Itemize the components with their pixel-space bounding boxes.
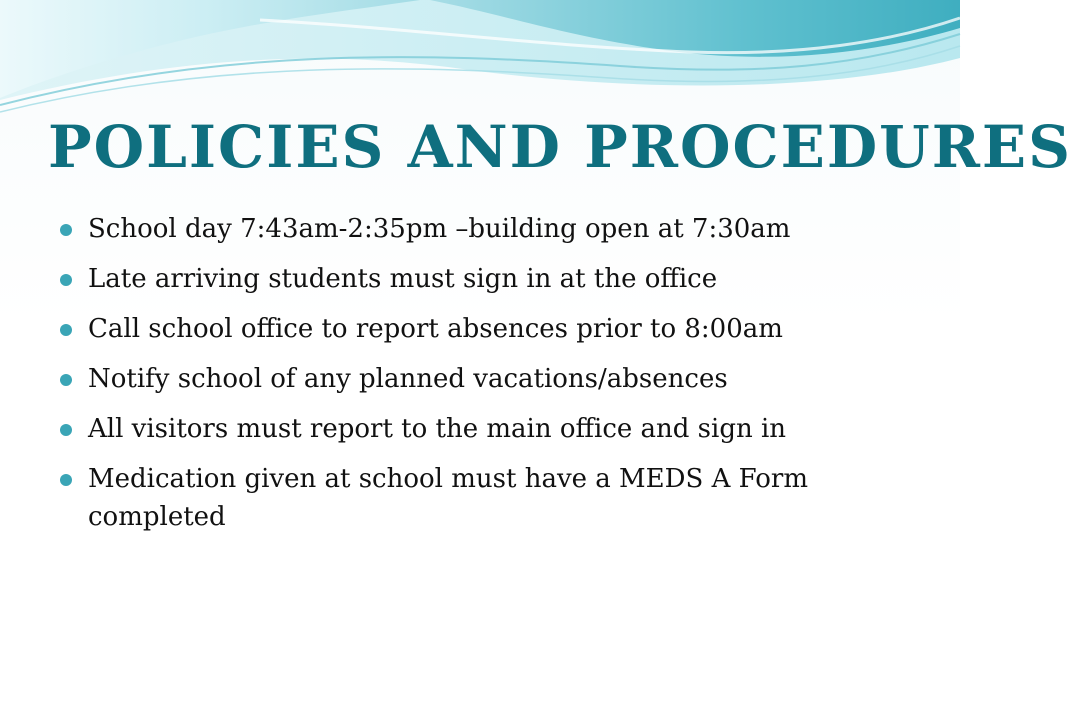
bullet-text: Notify school of any planned vacations/absences: [88, 364, 728, 394]
bullet-list: [60, 210, 920, 548]
top-wave-decoration: [0, 0, 960, 130]
bullet-item-school-day: [60, 210, 920, 248]
slide-title: POLICIES AND PROCEDURES: [48, 113, 1072, 181]
bullet-text: Call school office to report absences prior to 8:00am: [88, 314, 783, 344]
bullet-text: Medication given at school must have a MEDS A Form completed: [88, 464, 808, 532]
bullet-dot-icon: [60, 224, 72, 236]
bullet-item-absences: [60, 310, 920, 348]
bullet-dot-icon: [60, 424, 72, 436]
bullet-dot-icon: [60, 374, 72, 386]
bullet-text: All visitors must report to the main office and sign in: [88, 414, 787, 444]
bullet-item-vacations: [60, 360, 920, 398]
bullet-dot-icon: [60, 274, 72, 286]
bullet-text: School day 7:43am-2:35pm –building open at 7:30am: [88, 214, 791, 244]
bullet-item-medication: [60, 460, 920, 536]
bullet-dot-icon: [60, 474, 72, 486]
bullet-item-visitors: [60, 410, 920, 448]
bullet-dot-icon: [60, 324, 72, 336]
bullet-text: Late arriving students must sign in at the office: [88, 264, 718, 294]
bullet-item-late-arrivals: [60, 260, 920, 298]
